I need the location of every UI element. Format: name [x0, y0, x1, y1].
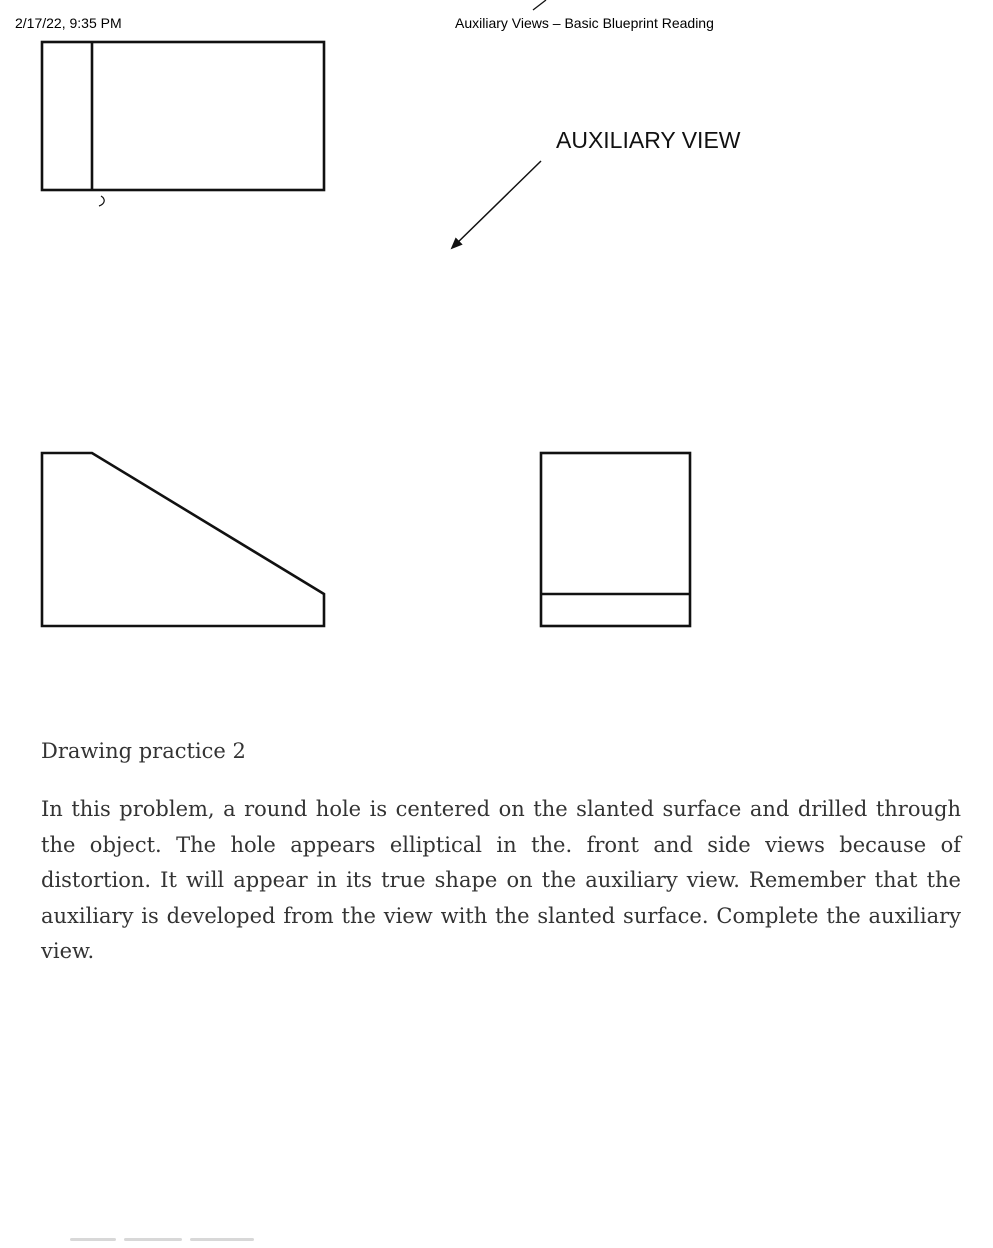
- front-view: [42, 453, 324, 626]
- instruction-paragraph: In this problem, a round hole is centered on the slanted surface and drilled through the object. The hole appears elliptical in the. front and side views because of distortion. It will appear in its true shape on the auxiliary view. Remember that the auxiliary is developed from the view with the slanted surface. Complete the auxiliary view.: [41, 797, 961, 963]
- top-view-outline: [42, 42, 324, 190]
- cut-off-footer-text: [70, 1238, 270, 1248]
- side-view-outline: [541, 453, 690, 626]
- print-header-title: Auxiliary Views – Basic Blueprint Reading: [455, 15, 714, 31]
- auxiliary-view-label: AUXILIARY VIEW: [556, 127, 741, 153]
- print-header-date: 2/17/22, 9:35 PM: [15, 15, 122, 31]
- figure-caption: Drawing practice 2: [41, 739, 246, 763]
- pencil-mark: [99, 196, 104, 206]
- cut-arrow-fragment: [533, 0, 546, 10]
- auxiliary-view-arrow: [452, 161, 541, 248]
- side-view: [541, 453, 690, 626]
- top-view: [42, 42, 324, 190]
